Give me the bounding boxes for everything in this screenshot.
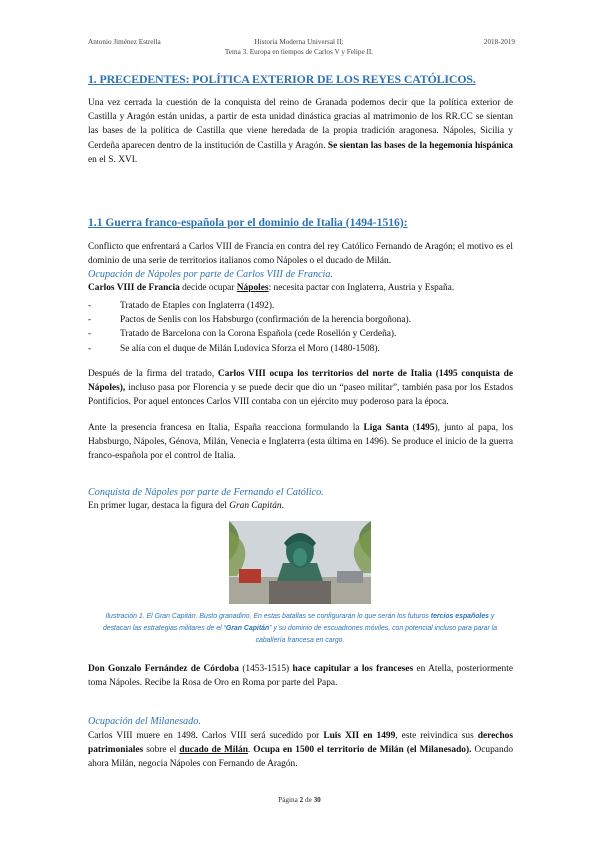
caption-bold: Gran Capitán [225, 625, 270, 633]
text-run: (1453-1515) [238, 664, 293, 674]
text-bold-underline: Nápoles [236, 283, 269, 293]
text-run: decide ocupar [179, 283, 237, 293]
text-italic: Gran Capitán [229, 501, 282, 511]
treaty-list [88, 299, 513, 356]
paragraph-conflicto: Conflicto que enfrentará a Carlos VIII de Francia en contra del rey Católico Fernando de Aragón; el motivo es el dominio de una serie de territorios italianos como Nápoles o el ducado de Milán. [88, 242, 513, 267]
figure-caption [96, 611, 504, 648]
text-run: sobre el [143, 745, 180, 756]
text-bold: 1495 [415, 423, 435, 433]
text-run: Carlos VIII muere en 1498. Carlos VIII será sucedido por [88, 731, 324, 741]
paragraph-liga-santa [88, 421, 513, 464]
list-item: - Tratado de Etaples con Inglaterra (1492). [88, 299, 513, 313]
paragraph-gonzalo [88, 662, 513, 690]
page-footer [0, 796, 599, 804]
text-bold: Se sientan las bases de la hegemonía hispánica [327, 140, 513, 151]
paragraph-ocupa-norte [88, 367, 513, 410]
text-run: , este reivindica sus [395, 731, 478, 741]
text-run: en el S. XVI. [88, 154, 138, 165]
page-total: 30 [313, 796, 321, 804]
section-title-precedentes: 1. PRECEDENTES: POLÍTICA EXTERIOR DE LOS REYES CATÓLICOS. [88, 72, 476, 86]
caption-bold: tercios españoles [430, 613, 490, 620]
text-bold-underline: ducado de Milán [179, 745, 248, 756]
text-run: ), junto al papa, los Habsburgo, Nápoles, Génova, Milán, Venecia e Inglaterra (esta última en 1496). Se produce el inicio de la guerra franco-española por el control de Italia. [88, 423, 513, 462]
text-bold: Carlos VIII de Francia [88, 283, 180, 293]
text-run: incluso pasa por Florencia y se puede decir que dio un “paseo militar”, [125, 383, 400, 394]
bust-photo-illustration [229, 521, 371, 604]
paragraph-milanesado [88, 729, 513, 772]
text-run: . [247, 745, 254, 756]
footer-sep: de [303, 796, 314, 804]
subheading-napoles-fernando: Conquista de Nápoles por parte de Fernando el Católico. [88, 487, 324, 498]
text-bold: Liga Santa [363, 423, 409, 433]
header-author: Antonio Jiménez Estrella [88, 38, 161, 46]
text-bold: Ocupa en 1500 el territorio de Milán (el Milanesado). [253, 745, 472, 756]
gran-capitan-bust-image [229, 521, 371, 604]
header-topic: Tema 3. Europa en tiempos de Carlos V y Felipe II. [224, 48, 374, 56]
caption-run: y destacan las estrategias militares de el “ [102, 613, 495, 633]
paragraph-precedentes [88, 96, 513, 167]
subheading-milanesado: Ocupación del Milanesado. [88, 716, 201, 727]
section-title-guerra-italia: 1.1 Guerra franco-española por el dominio de Italia (1494-1516): [88, 216, 408, 229]
text-run: Ante la presencia francesa en Italia, España reacciona formulando la [88, 423, 364, 433]
text-run: En primer lugar, destaca la figura del [88, 501, 230, 511]
paragraph-carlos-viii [88, 281, 513, 295]
list-item: - Se alía con el duque de Milán Ludovica Sforza el Moro (1480-1508). [88, 342, 513, 356]
text-run: también pasa por los Estados Pontificios. Por aquel entonces Carlos VIII contaba con un ejército muy poderoso para la época. [88, 383, 513, 408]
paragraph-gran-capitan [88, 499, 513, 513]
text-run: en Atella, posteriormente toma Nápoles. Recibe la Rosa de Oro en Roma por parte del Papa. [88, 664, 513, 689]
page-number: 2 [299, 796, 304, 804]
text-bold: Carlos VIII ocupa los territorios del norte de Italia (1495 conquista de Nápoles), [88, 369, 513, 394]
text-run: Ocupando ahora Milán, negocia Nápoles con Fernando de Aragón. [88, 745, 514, 770]
list-item: - Tratado de Barcelona con la Corona Española (cede Rosellón y Cerdeña). [88, 327, 513, 341]
text-bold: Luis XII en 1499 [323, 731, 396, 741]
text-bold: derechos patrimoniales [88, 731, 513, 756]
list-item: - Pactos de Senlis con los Habsburgo (confirmación de la herencia borgoñona). [88, 313, 513, 327]
text-run: . [281, 501, 284, 511]
text-run: Una vez cerrada la cuestión de la conquista del reino de Granada podemos decir que la política exterior de Castilla y Aragón están unidas, a partir de esta unidad dinástica gracias al matrimonio de los RR.CC se sientan las bases de la política de Castilla que viene heredada de la propia tradición aragonesa. Nápoles, Sicilia y Cerdeña aparecen dentro de la institución de Castilla y Aragón. [88, 98, 513, 151]
header-year: 2018-2019 [483, 38, 515, 46]
text-bold: Don Gonzalo Fernández de Córdoba [88, 664, 239, 674]
header-course [180, 37, 418, 57]
caption-run: ” y su dominio de escuadrones móviles, con potencial incluso para parar la caballería francesa en cargo. [255, 625, 498, 645]
text-run: : necesita pactar con Inglaterra, Austria y España. [268, 283, 455, 293]
footer-prefix: Página [278, 796, 300, 804]
subheading-napoles-carlos: Ocupación de Nápoles por parte de Carlos VIII de Francia. [88, 269, 334, 280]
header-course-title: Historia Moderna Universal II: [254, 38, 344, 46]
text-run: Después de la firma del tratado, [88, 369, 218, 379]
caption-run: Ilustración 1. El Gran Capitán. Busto granadino. En estas batallas se configurarán lo que serán los futuros [105, 613, 431, 620]
text-run: ( [408, 423, 416, 433]
text-bold: hace capitular a los franceses [292, 664, 414, 674]
